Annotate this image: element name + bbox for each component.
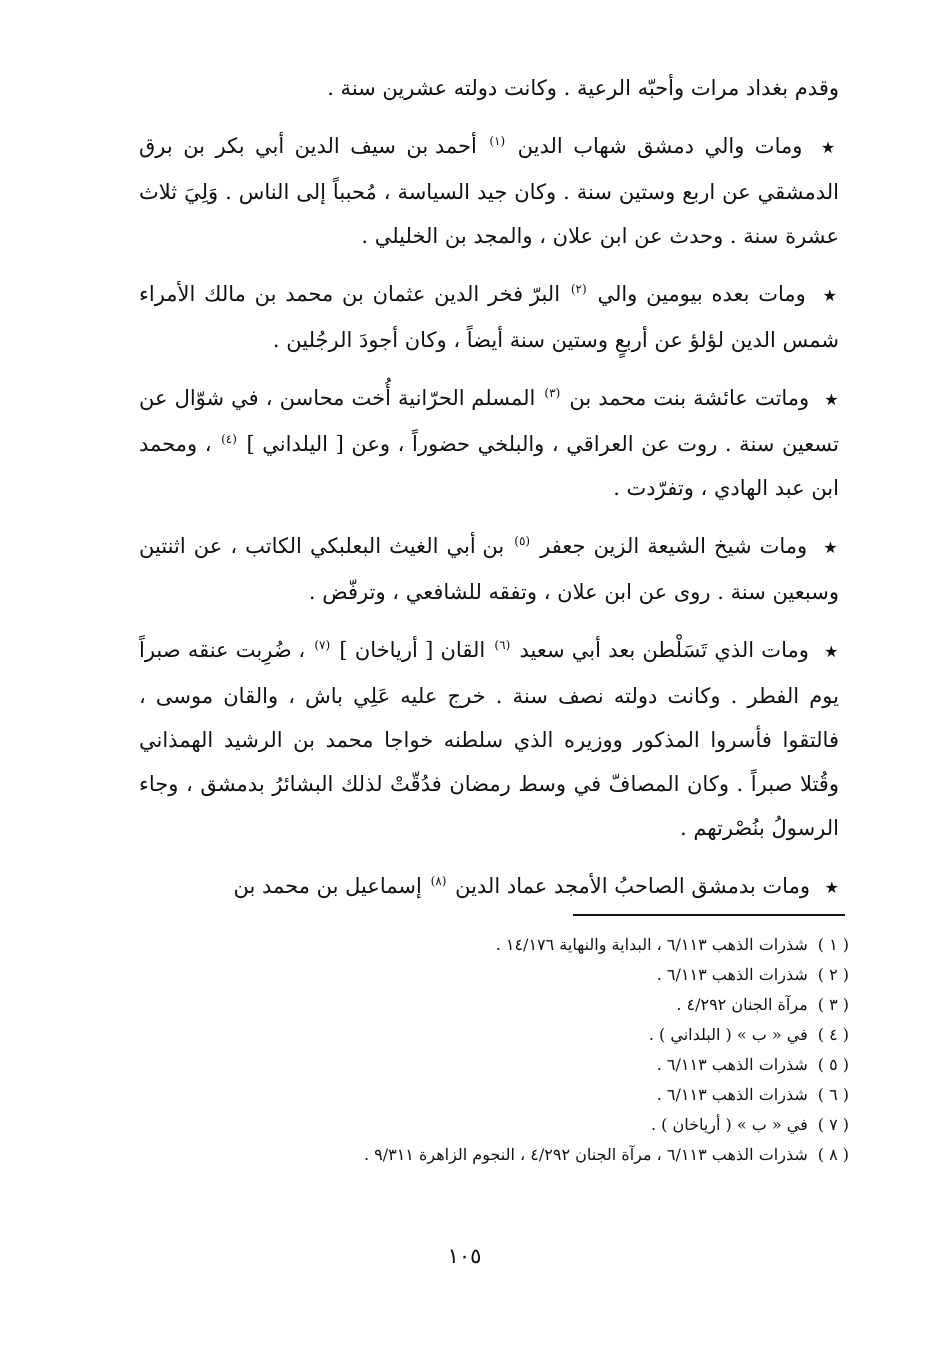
footnote-text: شذرات الذهب ٦/١١٣ ، مرآة الجنان ٤/٢٩٢ ، النجوم الزاهرة ٩/٣١١ .: [363, 1145, 808, 1164]
paragraph-text: إسماعيل بن محمد بن: [233, 874, 422, 898]
star-marker-icon: ★: [824, 390, 840, 409]
footnote-number: ( ٢ ): [817, 965, 849, 984]
footnote-ref-7: (٧): [314, 638, 331, 652]
footnote-text: شذرات الذهب ٦/١١٣ ، البداية والنهاية ١٤/١٧٦ .: [495, 935, 808, 954]
footnote-item: [149, 930, 849, 960]
footnote-number: ( ٧ ): [817, 1115, 849, 1134]
star-marker-icon: ★: [822, 286, 839, 305]
footnote-text: مرآة الجنان ٤/٢٩٢ .: [676, 995, 808, 1014]
footnote-text: شذرات الذهب ٦/١١٣ .: [656, 965, 808, 984]
paragraph-text: ، ضُرِبت عنقه صبراً يوم الفطر . وكانت دولته نصف سنة . خرج عليه عَلِي باش ، والقان موسى ، فالتقوا فأسروا المذكور ووزيره الذي سلطنه خواجا محمد بن الرشيد الهمذاني وقُتلا صبراً . وكان المصافّ في وسط رمضان فدُقّتْ لذلك البشائرُ بدمشق ، وجاء الرسولُ بنُصْرتهم .: [139, 638, 839, 840]
paragraph-entry-2: [139, 272, 839, 362]
paragraph-entry-6: [139, 864, 839, 910]
footnote-ref-5: (٥): [514, 534, 531, 548]
footnote-text: شذرات الذهب ٦/١١٣ .: [656, 1055, 808, 1074]
paragraph-entry-1: [139, 124, 839, 258]
footnote-item: [149, 960, 849, 990]
footnote-ref-4: (٤): [221, 432, 237, 446]
page-number: ١٠٥: [447, 1244, 482, 1268]
paragraph-entry-5: [139, 628, 839, 850]
paragraph-text: ومات بعده بيومين والي: [597, 282, 806, 306]
footnote-item: [149, 990, 849, 1020]
star-marker-icon: ★: [824, 642, 840, 661]
footnote-ref-3: (٣): [544, 386, 561, 400]
footnote-number: ( ٦ ): [817, 1085, 849, 1104]
footnote-number: ( ٣ ): [817, 995, 849, 1014]
footnote-item: [149, 1080, 849, 1110]
footnote-ref-8: (٨): [430, 874, 447, 888]
main-text: [139, 66, 839, 924]
footnote-text: في « ب » ( البلداني ) .: [648, 1025, 808, 1044]
footnote-item: [149, 1050, 849, 1080]
star-marker-icon: ★: [824, 878, 839, 897]
footnotes: [149, 930, 849, 1170]
paragraph-text: ، ومحمد ابن عبد الهادي ، وتفرّدت .: [139, 432, 839, 500]
star-marker-icon: ★: [823, 538, 839, 557]
footnote-number: ( ٥ ): [817, 1055, 849, 1074]
paragraph-text: وقدم بغداد مرات وأحبّه الرعية . وكانت دولته عشرين سنة .: [327, 76, 839, 100]
footnote-number: ( ١ ): [817, 935, 849, 954]
paragraph-text: ومات بدمشق الصاحبُ الأمجد عماد الدين: [455, 874, 810, 898]
footnote-number: ( ٨ ): [817, 1145, 849, 1164]
footnote-item: [149, 1110, 849, 1140]
footnote-text: شذرات الذهب ٦/١١٣ .: [656, 1085, 808, 1104]
paragraph-text: القان [ أرياخان ]: [339, 638, 486, 662]
footnote-separator: [573, 914, 845, 916]
paragraph-continuation: [139, 66, 839, 110]
paragraph-text: بن أبي الغيث البعلبكي الكاتب ، عن اثنتين وسبعين سنة . روى عن ابن علان ، وتفقه للشافعي ، وترفّض .: [139, 534, 839, 604]
paragraph-text: ومات شيخ الشيعة الزين جعفر: [540, 534, 808, 558]
paragraph-text: البرّ فخر الدين عثمان بن محمد بن مالك الأمراء شمس الدين لؤلؤ عن أربعٍ وستين سنة أيضاً ، وكان أجودَ الرجُلين .: [139, 282, 839, 352]
footnote-ref-6: (٦): [494, 638, 511, 652]
paragraph-text: ومات الذي تَسَلْطن بعد أبي سعيد: [519, 638, 809, 662]
footnote-item: [149, 1140, 849, 1170]
star-marker-icon: ★: [820, 138, 840, 157]
paragraph-text: وماتت عائشة بنت محمد بن: [569, 386, 810, 410]
footnote-ref-1: (١): [489, 134, 506, 148]
footnote-text: في « ب » ( أرياخان ) .: [650, 1115, 808, 1134]
paragraph-text: المسلم الحرّانية أُخت محاسن ، في شوّال عن تسعين سنة . روت عن العراقي ، والبلخي حضوراً ، وعن [ اليلداني ]: [139, 386, 839, 456]
paragraph-text: أحمد بن سيف الدين أبي بكر بن برق الدمشقي عن اربع وستين سنة . وكان جيد السياسة ، مُحبباً إلى الناس . وَلِيَ ثلاث عشرة سنة . وحدث عن ابن علان ، والمجد بن الخليلي .: [139, 134, 839, 248]
paragraph-entry-4: [139, 524, 839, 614]
footnote-item: [149, 1020, 849, 1050]
footnote-number: ( ٤ ): [817, 1025, 849, 1044]
paragraph-text: ومات والي دمشق شهاب الدين: [517, 134, 803, 158]
footnote-ref-2: (٢): [570, 282, 587, 296]
paragraph-entry-3: [139, 376, 839, 510]
